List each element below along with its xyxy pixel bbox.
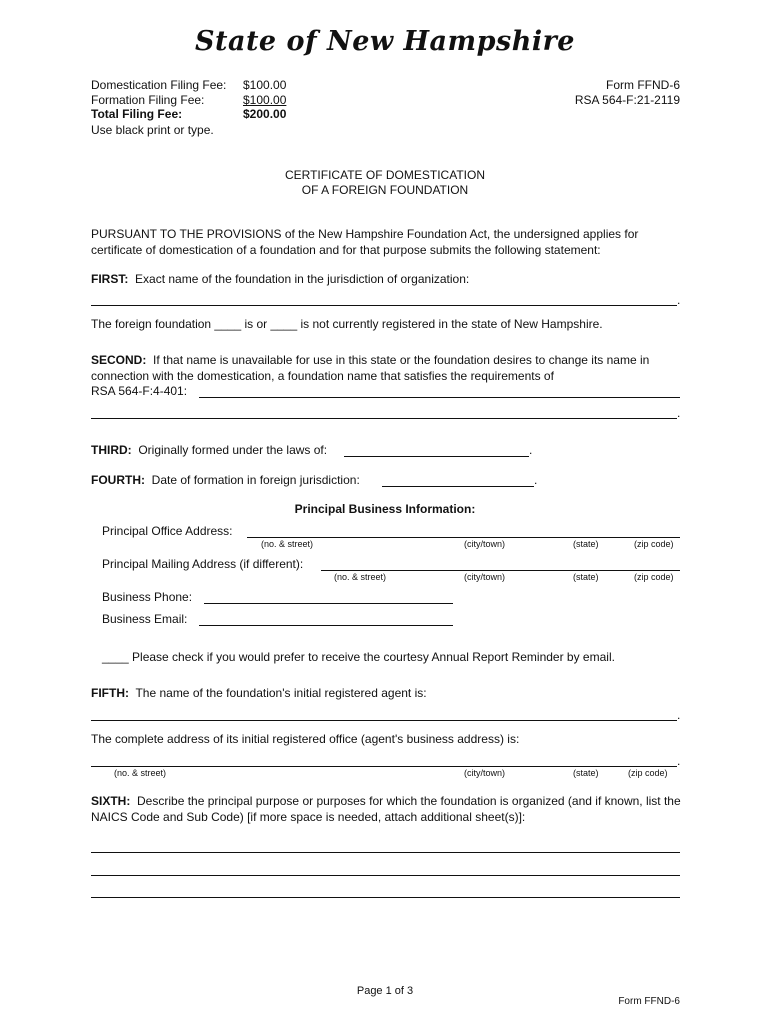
business-email-line[interactable] [199,625,453,626]
registration-statement: The foreign foundation ____ is or ____ is not currently registered in the state of New Hampshire. [91,317,603,331]
agent-address-line[interactable] [91,766,677,767]
doc-title-line1: CERTIFICATE OF DOMESTICATION [284,168,485,182]
fee-label-domestication: Domestication Filing Fee: [91,78,227,92]
fee-label-total: Total Filing Fee: [91,107,183,121]
fourth-date-line[interactable] [382,486,534,487]
sub-city: (city/town) [464,768,506,778]
page-number: Page 1 of 3 [356,985,414,997]
business-phone-label: Business Phone: [102,590,193,604]
sub-street: (no. & street) [334,572,387,582]
principal-heading: Principal Business Information: [294,502,476,516]
reminder-checkbox[interactable]: ____ Please check if you would prefer to receive the courtesy Annual Report Reminder by email. [102,650,615,664]
sub-street: (no. & street) [114,768,167,778]
period: . [677,754,681,768]
second-name-line-1[interactable] [199,397,680,398]
fifth-label: FIFTH: [91,686,129,700]
office-address-label: Principal Office Address: [102,524,233,538]
first-label: FIRST: [91,272,129,286]
sixth-section [91,794,681,825]
doc-title-line2: OF A FOREIGN FOUNDATION [301,183,469,197]
fifth-section [91,686,427,700]
page-title: State of New Hampshire [195,26,575,57]
rsa-reference: RSA 564-F:21-2119 [574,93,680,107]
mailing-address-label: Principal Mailing Address (if different): [102,557,304,571]
second-label: SECOND: [91,353,147,367]
fourth-section [91,473,360,487]
form-id: Form FFND-6 [606,78,680,92]
period: . [677,708,681,722]
period: . [529,443,533,457]
period: . [677,293,681,307]
fee-label-formation: Formation Filing Fee: [91,93,205,107]
third-section [91,443,327,457]
business-email-label: Business Email: [102,612,188,626]
second-section [91,353,681,384]
purpose-line-2[interactable] [91,875,680,876]
fifth-text: The name of the foundation's initial registered agent is: [135,686,427,700]
mailing-address-line[interactable] [321,570,680,571]
sixth-text: Describe the principal purpose or purposes for which the foundation is organized (and if known, list the NAICS Code and Sub Code) [if more space is needed, attach additional sheet(s)]: [91,794,681,824]
purpose-line-3[interactable] [91,897,680,898]
sub-state: (state) [573,572,599,582]
instruction-text: Use black print or type. [91,123,214,137]
period: . [534,473,538,487]
intro-paragraph: PURSUANT TO THE PROVISIONS of the New Hampshire Foundation Act, the undersigned applies for certificate of domestication of a foundation and for that purpose submits the following statement: [91,227,639,257]
agent-address-text: The complete address of its initial registered office (agent's business address) is: [91,732,520,746]
first-name-line[interactable] [91,305,677,306]
second-rsa: RSA 564-F:4-401: [91,384,188,398]
sixth-label: SIXTH: [91,794,131,808]
second-name-line-2[interactable] [91,418,677,419]
footer-form-id: Form FFND-6 [618,996,680,1007]
third-jurisdiction-line[interactable] [344,456,529,457]
agent-name-line[interactable] [91,720,677,721]
sub-street: (no. & street) [261,539,314,549]
fee-value-formation: $100.00 [243,93,287,107]
fee-value-domestication: $100.00 [243,78,287,92]
sub-zip: (zip code) [634,539,674,549]
fourth-label: FOURTH: [91,473,145,487]
fourth-text: Date of formation in foreign jurisdiction: [151,473,360,487]
business-phone-line[interactable] [204,603,453,604]
second-text: If that name is unavailable for use in this state or the foundation desires to change its name in connection with the domestication, a foundation name that satisfies the requirements of [91,353,650,383]
first-text: Exact name of the foundation in the jurisdiction of organization: [135,272,470,286]
sub-city: (city/town) [464,539,506,549]
first-section [91,272,469,286]
sub-zip: (zip code) [628,768,668,778]
third-text: Originally formed under the laws of: [138,443,328,457]
sub-zip: (zip code) [634,572,674,582]
fee-value-total: $200.00 [243,107,287,121]
sub-city: (city/town) [464,572,506,582]
period: . [677,406,681,420]
third-label: THIRD: [91,443,132,457]
office-address-line[interactable] [247,537,680,538]
sub-state: (state) [573,768,599,778]
purpose-line-1[interactable] [91,852,680,853]
sub-state: (state) [573,539,599,549]
